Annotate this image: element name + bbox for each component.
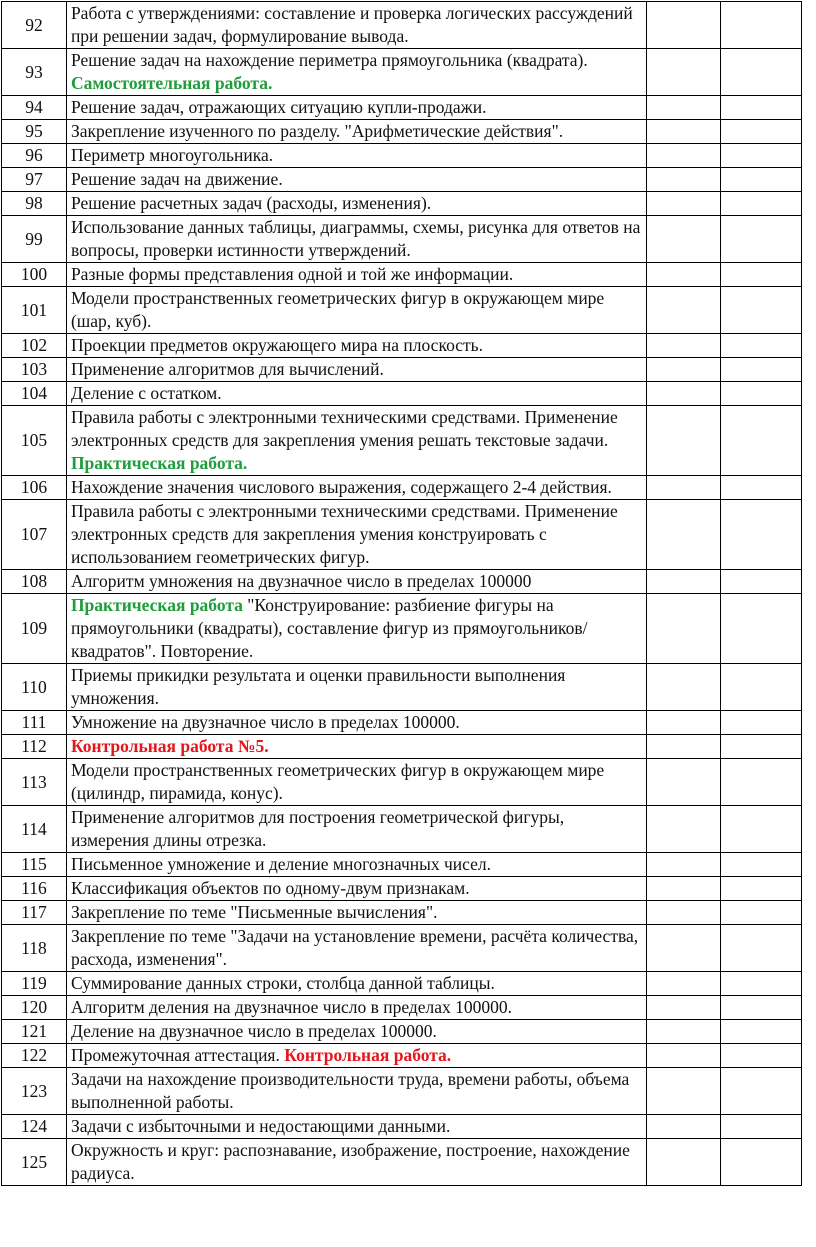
date-plan-cell — [647, 358, 720, 382]
lesson-topic-cell — [66, 594, 646, 664]
lesson-number-cell: 100 — [2, 263, 67, 287]
topic-text: Закрепление изученного по разделу. "Арифметические действия". — [70, 121, 564, 141]
table-row — [2, 570, 802, 594]
lesson-number-cell: 110 — [2, 664, 67, 711]
date-plan-cell — [647, 96, 720, 120]
table-row — [2, 735, 802, 759]
table-row — [2, 1115, 802, 1139]
table-row — [2, 806, 802, 853]
lesson-topic-cell — [66, 263, 646, 287]
table-row — [2, 500, 802, 570]
date-plan-cell — [647, 711, 720, 735]
date-plan-cell — [647, 853, 720, 877]
date-fact-cell — [720, 925, 801, 972]
topic-text: Промежуточная аттестация. — [70, 1045, 285, 1065]
table-row — [2, 49, 802, 96]
lesson-topic-cell — [66, 877, 646, 901]
lesson-topic-cell — [66, 925, 646, 972]
lesson-number-cell: 105 — [2, 406, 67, 476]
date-plan-cell — [647, 972, 720, 996]
table-row — [2, 1020, 802, 1044]
lesson-topic-cell — [66, 853, 646, 877]
topic-text: Решение расчетных задач (расходы, изменения). — [70, 193, 432, 213]
date-fact-cell — [720, 1139, 801, 1186]
date-fact-cell — [720, 49, 801, 96]
date-fact-cell — [720, 664, 801, 711]
lesson-topic-cell — [66, 500, 646, 570]
lesson-topic-cell — [66, 287, 646, 334]
lesson-number-cell: 108 — [2, 570, 67, 594]
lesson-topic-cell — [66, 120, 646, 144]
topic-text: Умножение на двузначное число в пределах 100000. — [70, 712, 460, 732]
topic-text: Правила работы с электронными техническими средствами. Применение электронных средств для закрепления умения решать текстовые задачи. — [70, 407, 618, 450]
lesson-number-cell: 116 — [2, 877, 67, 901]
lesson-number-cell: 113 — [2, 759, 67, 806]
lesson-topic-cell — [66, 759, 646, 806]
lesson-number-cell: 115 — [2, 853, 67, 877]
lesson-topic-cell — [66, 216, 646, 263]
topic-text: Нахождение значения числового выражения, содержащего 2-4 действия. — [70, 477, 612, 497]
lesson-topic-cell — [66, 972, 646, 996]
topic-text: Закрепление по теме "Задачи на установление времени, расчёта количества, расхода, изменения". — [70, 926, 639, 969]
table-row — [2, 476, 802, 500]
lesson-topic-cell — [66, 168, 646, 192]
date-plan-cell — [647, 216, 720, 263]
date-plan-cell — [647, 500, 720, 570]
date-fact-cell — [720, 711, 801, 735]
assessment-label: Контрольная работа. — [284, 1045, 452, 1065]
lesson-number-cell: 121 — [2, 1020, 67, 1044]
lesson-number-cell: 93 — [2, 49, 67, 96]
lesson-topic-cell — [66, 570, 646, 594]
lesson-number-cell: 101 — [2, 287, 67, 334]
table-row — [2, 877, 802, 901]
table-row — [2, 287, 802, 334]
topic-text: Решение задач на нахождение периметра прямоугольника (квадрата). — [70, 50, 588, 70]
table-row — [2, 925, 802, 972]
date-fact-cell — [720, 2, 801, 49]
lesson-number-cell: 117 — [2, 901, 67, 925]
lesson-topic-cell — [66, 806, 646, 853]
date-plan-cell — [647, 406, 720, 476]
lesson-number-cell: 112 — [2, 735, 67, 759]
table-row — [2, 996, 802, 1020]
topic-text: Правила работы с электронными техническими средствами. Применение электронных средств для закрепления умения конструировать с использованием геометрических фигур. — [70, 501, 618, 567]
table-row — [2, 192, 802, 216]
date-fact-cell — [720, 759, 801, 806]
table-row — [2, 2, 802, 49]
topic-text: Применение алгоритмов для вычислений. — [70, 359, 384, 379]
topic-text: Проекции предметов окружающего мира на плоскость. — [70, 335, 484, 355]
table-row — [2, 263, 802, 287]
lesson-number-cell: 111 — [2, 711, 67, 735]
date-plan-cell — [647, 1139, 720, 1186]
date-fact-cell — [720, 853, 801, 877]
topic-text: Суммирование данных строки, столбца данной таблицы. — [70, 973, 495, 993]
lesson-number-cell: 119 — [2, 972, 67, 996]
lesson-number-cell: 123 — [2, 1068, 67, 1115]
lesson-number-cell: 107 — [2, 500, 67, 570]
date-plan-cell — [647, 1115, 720, 1139]
lesson-topic-cell — [66, 1139, 646, 1186]
date-plan-cell — [647, 664, 720, 711]
table-row — [2, 168, 802, 192]
table-row — [2, 96, 802, 120]
date-fact-cell — [720, 120, 801, 144]
lesson-topic-cell — [66, 996, 646, 1020]
topic-text: Деление на двузначное число в пределах 100000. — [70, 1021, 437, 1041]
date-plan-cell — [647, 144, 720, 168]
topic-text: Письменное умножение и деление многозначных чисел. — [70, 854, 492, 874]
date-fact-cell — [720, 382, 801, 406]
date-fact-cell — [720, 996, 801, 1020]
topic-text: Решение задач, отражающих ситуацию купли-продажи. — [70, 97, 487, 117]
date-fact-cell — [720, 476, 801, 500]
topic-text: Алгоритм деления на двузначное число в пределах 100000. — [70, 997, 513, 1017]
date-fact-cell — [720, 1044, 801, 1068]
topic-text: Применение алгоритмов для построения геометрической фигуры, измерения длины отрезка. — [70, 807, 565, 850]
work-type-label: Практическая работа — [70, 595, 243, 615]
date-plan-cell — [647, 1044, 720, 1068]
date-fact-cell — [720, 877, 801, 901]
topic-text: Закрепление по теме "Письменные вычисления". — [70, 902, 438, 922]
topic-text: Задачи на нахождение производительности труда, времени работы, объема выполненной работы. — [70, 1069, 630, 1112]
lesson-plan-body — [2, 2, 802, 1186]
topic-text: "Конструирование: разбиение фигуры на прямоугольники (квадраты), составление фигур из прямоугольников/квадратов". Повторение. — [70, 595, 588, 661]
lesson-number-cell: 99 — [2, 216, 67, 263]
lesson-topic-cell — [66, 1020, 646, 1044]
table-row — [2, 664, 802, 711]
date-fact-cell — [720, 1068, 801, 1115]
date-plan-cell — [647, 192, 720, 216]
lesson-topic-cell — [66, 901, 646, 925]
lesson-number-cell: 97 — [2, 168, 67, 192]
date-fact-cell — [720, 287, 801, 334]
table-row — [2, 853, 802, 877]
topic-text: Задачи с избыточными и недостающими данными. — [70, 1116, 451, 1136]
lesson-topic-cell — [66, 334, 646, 358]
date-plan-cell — [647, 901, 720, 925]
date-plan-cell — [647, 168, 720, 192]
topic-text: Приемы прикидки результата и оценки правильности выполнения умножения. — [70, 665, 566, 708]
date-fact-cell — [720, 144, 801, 168]
topic-text: Модели пространственных геометрических фигур в окружающем мире (шар, куб). — [70, 288, 605, 331]
date-plan-cell — [647, 382, 720, 406]
work-type-label: Самостоятельная работа. — [70, 73, 273, 93]
table-row — [2, 1139, 802, 1186]
date-plan-cell — [647, 287, 720, 334]
date-plan-cell — [647, 1020, 720, 1044]
lesson-number-cell: 109 — [2, 594, 67, 664]
topic-text: Работа с утверждениями: составление и проверка логических рассуждений при решении задач, формулирование вывода. — [70, 3, 633, 46]
work-type-label: Практическая работа. — [70, 453, 248, 473]
lesson-topic-cell — [66, 1044, 646, 1068]
table-row — [2, 406, 802, 476]
topic-text: Периметр многоугольника. — [70, 145, 274, 165]
lesson-number-cell: 102 — [2, 334, 67, 358]
assessment-label: Контрольная работа №5. — [70, 736, 269, 756]
lesson-topic-cell — [66, 96, 646, 120]
topic-text: Использование данных таблицы, диаграммы, схемы, рисунка для ответов на вопросы, проверки истинности утверждений. — [70, 217, 641, 260]
table-row — [2, 120, 802, 144]
date-plan-cell — [647, 1068, 720, 1115]
topic-text: Решение задач на движение. — [70, 169, 283, 189]
lesson-topic-cell — [66, 406, 646, 476]
topic-text: Деление с остатком. — [70, 383, 222, 403]
date-plan-cell — [647, 806, 720, 853]
date-plan-cell — [647, 735, 720, 759]
date-fact-cell — [720, 96, 801, 120]
lesson-topic-cell — [66, 1068, 646, 1115]
date-fact-cell — [720, 972, 801, 996]
lesson-number-cell: 106 — [2, 476, 67, 500]
lesson-number-cell: 125 — [2, 1139, 67, 1186]
lesson-number-cell: 98 — [2, 192, 67, 216]
date-plan-cell — [647, 120, 720, 144]
date-plan-cell — [647, 925, 720, 972]
table-row — [2, 711, 802, 735]
date-plan-cell — [647, 2, 720, 49]
table-row — [2, 901, 802, 925]
lesson-topic-cell — [66, 192, 646, 216]
lesson-number-cell: 95 — [2, 120, 67, 144]
topic-text: Разные формы представления одной и той же информации. — [70, 264, 514, 284]
date-fact-cell — [720, 263, 801, 287]
lesson-number-cell: 122 — [2, 1044, 67, 1068]
date-fact-cell — [720, 570, 801, 594]
date-fact-cell — [720, 216, 801, 263]
table-row — [2, 144, 802, 168]
topic-text: Алгоритм умножения на двузначное число в пределах 100000 — [70, 571, 532, 591]
lesson-number-cell: 94 — [2, 96, 67, 120]
table-row — [2, 334, 802, 358]
topic-text: Модели пространственных геометрических фигур в окружающем мире (цилиндр, пирамида, конус). — [70, 760, 605, 803]
date-fact-cell — [720, 594, 801, 664]
lesson-number-cell: 124 — [2, 1115, 67, 1139]
lesson-topic-cell — [66, 382, 646, 406]
table-row — [2, 759, 802, 806]
date-fact-cell — [720, 1020, 801, 1044]
lesson-plan-table — [1, 1, 802, 1186]
lesson-topic-cell — [66, 144, 646, 168]
table-row — [2, 1068, 802, 1115]
date-plan-cell — [647, 759, 720, 806]
date-plan-cell — [647, 996, 720, 1020]
date-plan-cell — [647, 594, 720, 664]
lesson-topic-cell — [66, 476, 646, 500]
date-plan-cell — [647, 877, 720, 901]
date-fact-cell — [720, 334, 801, 358]
lesson-topic-cell — [66, 49, 646, 96]
date-fact-cell — [720, 168, 801, 192]
date-plan-cell — [647, 334, 720, 358]
table-row — [2, 216, 802, 263]
topic-text: Классификация объектов по одному-двум признакам. — [70, 878, 470, 898]
lesson-number-cell: 104 — [2, 382, 67, 406]
lesson-topic-cell — [66, 664, 646, 711]
date-fact-cell — [720, 358, 801, 382]
lesson-number-cell: 96 — [2, 144, 67, 168]
topic-text: Окружность и круг: распознавание, изображение, построение, нахождение радиуса. — [70, 1140, 630, 1183]
lesson-number-cell: 103 — [2, 358, 67, 382]
lesson-number-cell: 92 — [2, 2, 67, 49]
lesson-topic-cell — [66, 1115, 646, 1139]
lesson-topic-cell — [66, 2, 646, 49]
date-fact-cell — [720, 406, 801, 476]
date-plan-cell — [647, 476, 720, 500]
lesson-topic-cell — [66, 358, 646, 382]
lesson-topic-cell — [66, 711, 646, 735]
table-row — [2, 358, 802, 382]
lesson-number-cell: 114 — [2, 806, 67, 853]
date-plan-cell — [647, 49, 720, 96]
date-fact-cell — [720, 500, 801, 570]
lesson-number-cell: 118 — [2, 925, 67, 972]
table-row — [2, 1044, 802, 1068]
date-fact-cell — [720, 1115, 801, 1139]
date-fact-cell — [720, 806, 801, 853]
date-plan-cell — [647, 570, 720, 594]
date-plan-cell — [647, 263, 720, 287]
lesson-topic-cell — [66, 735, 646, 759]
table-row — [2, 972, 802, 996]
date-fact-cell — [720, 735, 801, 759]
date-fact-cell — [720, 901, 801, 925]
date-fact-cell — [720, 192, 801, 216]
table-row — [2, 594, 802, 664]
lesson-number-cell: 120 — [2, 996, 67, 1020]
table-row — [2, 382, 802, 406]
